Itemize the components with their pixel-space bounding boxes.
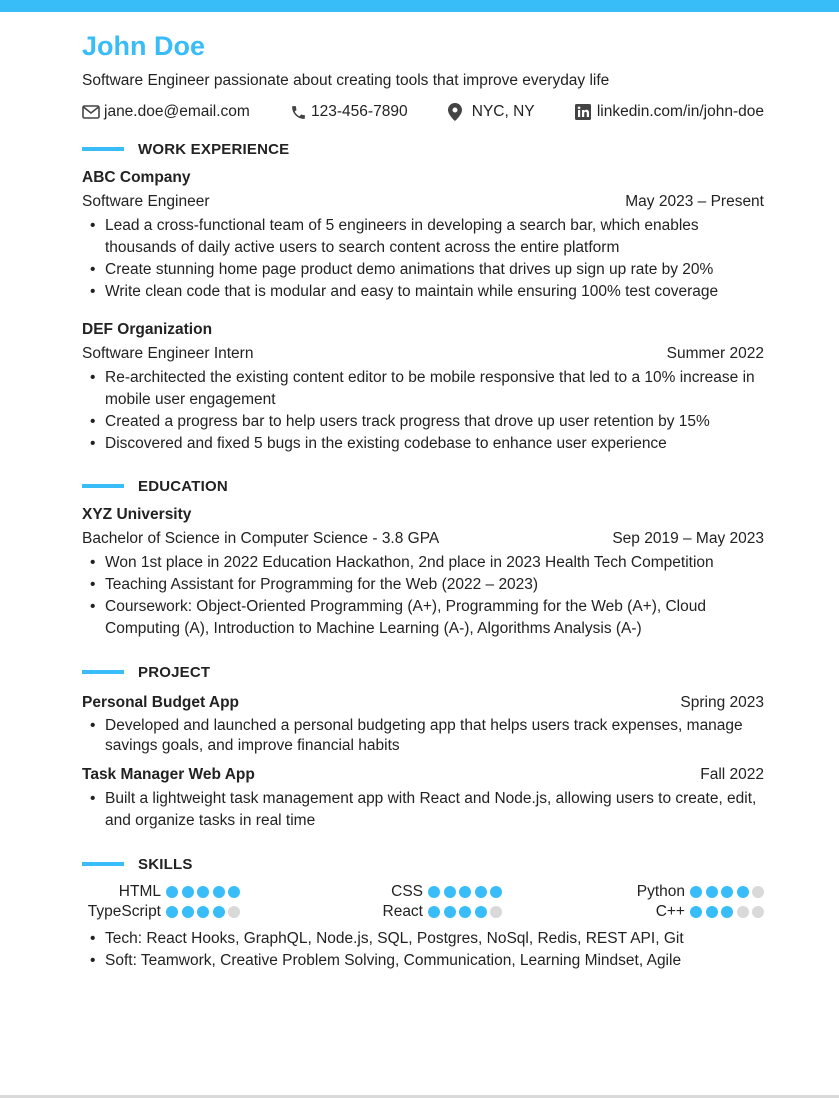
skill-rating <box>502 902 764 922</box>
skill-dot-filled <box>459 906 471 918</box>
list-item: • Re-architected the existing content editor to be mobile responsive that led to a 10% increase in mobile user engagement <box>82 367 764 411</box>
skill-dot-filled <box>721 886 733 898</box>
contact-linkedin-text: linkedin.com/in/john-doe <box>596 103 764 120</box>
skill-name: C++ <box>655 903 685 920</box>
section-title: WORK EXPERIENCE <box>138 140 290 158</box>
skill-level-dots <box>166 886 240 898</box>
resume <box>82 28 764 972</box>
skill-level-dots <box>428 886 502 898</box>
project-bullets <box>82 788 764 832</box>
section-accent-bar <box>82 862 124 866</box>
skill-dot-filled <box>428 886 440 898</box>
list-item: • Soft: Teamwork, Creative Problem Solving, Communication, Learning Mindset, Agile <box>82 950 764 972</box>
project-name: Personal Budget App <box>82 694 240 711</box>
contact-row <box>82 100 764 124</box>
contact-phone-text: 123-456-7890 <box>311 103 408 120</box>
project-name: Task Manager Web App <box>82 766 255 783</box>
list-item: • Teaching Assistant for Programming for the Web (2022 – 2023) <box>82 574 764 596</box>
skill-dot-empty <box>228 906 240 918</box>
contact-location <box>448 100 535 124</box>
skills-ratings <box>82 882 764 922</box>
skill-rating <box>82 882 240 902</box>
skill-dot-empty <box>752 906 764 918</box>
section-accent-bar <box>82 484 124 488</box>
envelope-icon <box>82 105 100 119</box>
work-bullets <box>82 367 764 455</box>
skills-bullets <box>82 928 764 972</box>
phone-icon <box>290 104 307 121</box>
work-date: Summer 2022 <box>666 345 764 362</box>
skill-name: Python <box>636 883 685 900</box>
list-item: • Won 1st place in 2022 Education Hackathon, 2nd place in 2023 Health Tech Competition <box>82 552 764 574</box>
skill-dot-filled <box>444 906 456 918</box>
skill-level-dots <box>690 906 764 918</box>
list-item: • Tech: React Hooks, GraphQL, Node.js, SQL, Postgres, NoSql, Redis, REST API, Git <box>82 928 764 950</box>
project-row <box>82 762 764 788</box>
skill-dot-empty <box>490 906 502 918</box>
resume-summary: Software Engineer passionate about creating tools that improve everyday life <box>82 72 610 89</box>
skill-rating <box>240 902 502 922</box>
skill-dot-filled <box>721 906 733 918</box>
skill-dot-filled <box>706 886 718 898</box>
skill-dot-empty <box>752 886 764 898</box>
list-item: • Write clean code that is modular and easy to maintain while ensuring 100% test coverage <box>82 281 764 303</box>
section-accent-bar <box>82 670 124 674</box>
skill-name: CSS <box>391 883 423 900</box>
project-bullets <box>82 716 764 756</box>
list-item: • Discovered and fixed 5 bugs in the existing codebase to enhance user experience <box>82 433 764 455</box>
linkedin-icon <box>575 104 591 120</box>
section-project <box>82 662 764 682</box>
skill-dot-filled <box>475 906 487 918</box>
project-row <box>82 690 764 716</box>
skill-name: React <box>382 903 423 920</box>
work-date: May 2023 – Present <box>625 193 764 210</box>
section-title: SKILLS <box>138 855 193 873</box>
section-title: EDUCATION <box>138 477 228 495</box>
map-pin-icon <box>448 103 462 121</box>
contact-linkedin[interactable] <box>575 100 764 124</box>
list-item: • Created a progress bar to help users track progress that drove up user retention by 15% <box>82 411 764 433</box>
skill-dot-filled <box>197 906 209 918</box>
work-role: Software Engineer <box>82 193 210 210</box>
contact-email-text: jane.doe@email.com <box>104 103 250 120</box>
skill-dot-filled <box>490 886 502 898</box>
list-item: • Create stunning home page product demo animations that drives up sign up rate by 20% <box>82 259 764 281</box>
skill-level-dots <box>166 906 240 918</box>
skill-dot-filled <box>228 886 240 898</box>
skill-dot-filled <box>690 886 702 898</box>
skill-dot-filled <box>182 906 194 918</box>
skill-dot-filled <box>197 886 209 898</box>
skill-dot-filled <box>706 906 718 918</box>
skill-name: HTML <box>118 883 161 900</box>
education-date: Sep 2019 – May 2023 <box>612 530 764 547</box>
project-date: Spring 2023 <box>680 694 764 711</box>
list-item: • Developed and launched a personal budgeting app that helps users track expenses, manage savings goals, and improve financial habits <box>82 716 764 756</box>
list-item: • Lead a cross-functional team of 5 engineers in developing a search bar, which enables thousands of daily active users to search content across the entire platform <box>82 215 764 259</box>
skill-rating <box>82 902 240 922</box>
contact-phone[interactable] <box>290 100 408 124</box>
work-bullets <box>82 215 764 303</box>
education-degree-row <box>82 526 764 552</box>
work-role: Software Engineer Intern <box>82 345 254 362</box>
section-accent-bar <box>82 147 124 151</box>
skill-name: TypeScript <box>87 903 161 920</box>
contact-location-text: NYC, NY <box>471 103 535 120</box>
skill-dot-filled <box>444 886 456 898</box>
skill-dot-filled <box>690 906 702 918</box>
section-skills <box>82 854 764 874</box>
skill-dot-filled <box>213 906 225 918</box>
top-accent-bar <box>0 0 839 12</box>
work-role-row <box>82 341 764 367</box>
contact-email[interactable] <box>82 100 250 124</box>
skill-dot-empty <box>737 906 749 918</box>
skill-rating <box>502 882 764 902</box>
skill-dot-filled <box>428 906 440 918</box>
work-org: DEF Organization <box>82 321 213 338</box>
skill-dot-filled <box>213 886 225 898</box>
section-title: PROJECT <box>138 663 211 681</box>
list-item: • Built a lightweight task management app with React and Node.js, allowing users to create, edit, and organize tasks in real time <box>82 788 764 832</box>
education-degree: Bachelor of Science in Computer Science - 3.8 GPA <box>82 530 440 547</box>
work-org: ABC Company <box>82 169 191 186</box>
skill-dot-filled <box>459 886 471 898</box>
skill-rating <box>240 882 502 902</box>
skill-level-dots <box>428 906 502 918</box>
skill-dot-filled <box>475 886 487 898</box>
education-bullets <box>82 552 764 640</box>
list-item: • Coursework: Object-Oriented Programming (A+), Programming for the Web (A+), Cloud Computing (A), Introduction to Machine Learning (A-), Algorithms Analysis (A-) <box>82 596 764 640</box>
skill-dot-filled <box>737 886 749 898</box>
resume-name: John Doe <box>82 31 206 61</box>
skill-dot-filled <box>166 906 178 918</box>
section-work-experience <box>82 139 764 159</box>
section-education <box>82 476 764 496</box>
work-role-row <box>82 189 764 215</box>
project-date: Fall 2022 <box>700 766 764 783</box>
skill-dot-filled <box>166 886 178 898</box>
skill-dot-filled <box>182 886 194 898</box>
education-school: XYZ University <box>82 506 192 523</box>
skill-level-dots <box>690 886 764 898</box>
